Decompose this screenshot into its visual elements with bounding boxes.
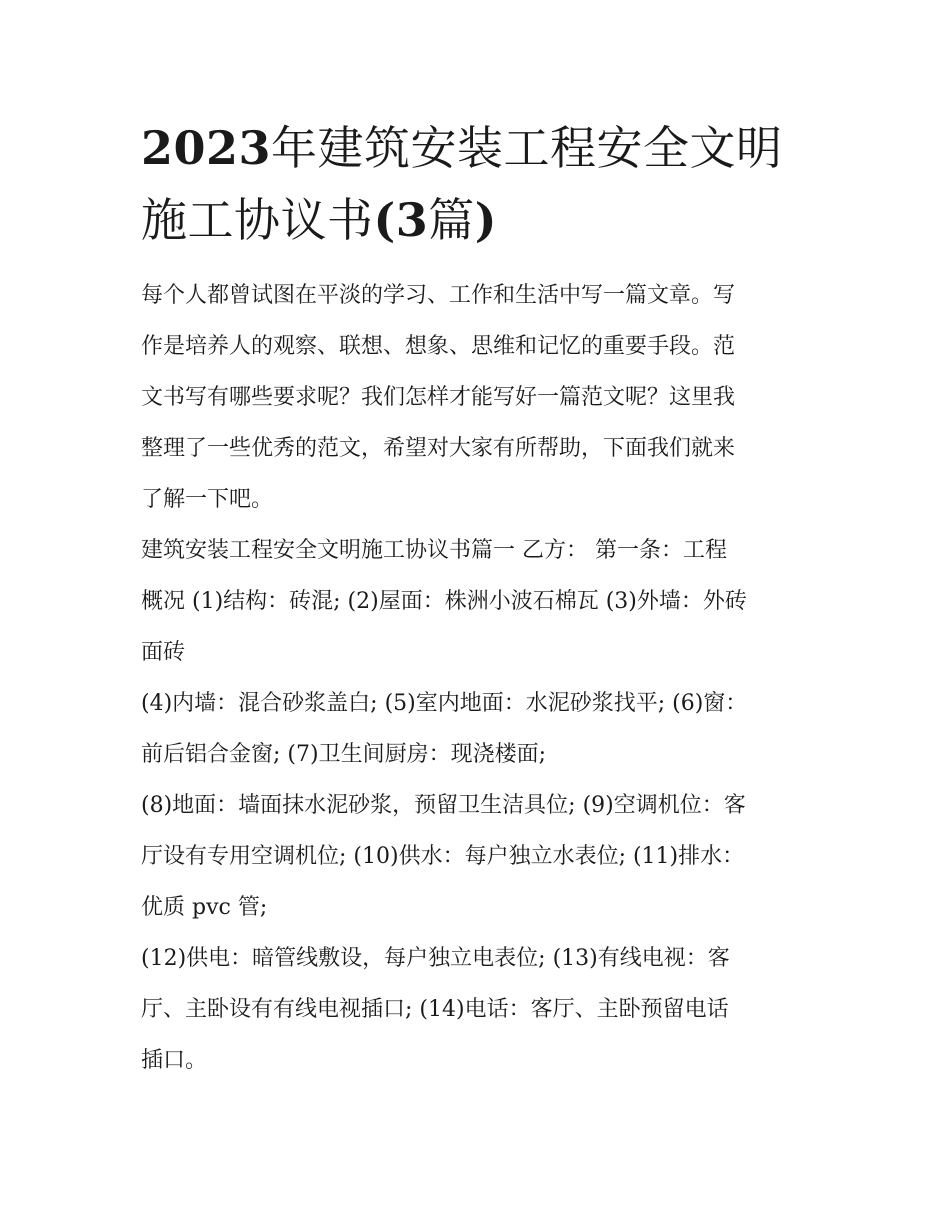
section-paragraph-3: (8)地面：墙面抹水泥砂浆，预留卫生洁具位; (9)空调机位：客 厅设有专用空调机位; (10)供水：每户独立水表位; (11)排水： 优质 pvc 管; bbox=[141, 793, 746, 920]
title-line-1: 2023年建筑安装工程安全文明 bbox=[141, 121, 783, 175]
section-paragraph-4: (12)供电：暗管线敷设，每户独立电表位; (13)有线电视：客 厅、主卧设有有线电视插口; (14)电话：客厅、主卧预留电话 插口。 bbox=[141, 946, 730, 1073]
document-title bbox=[141, 112, 813, 256]
section-paragraph-1: 建筑安装工程安全文明施工协议书篇一 乙方： 第一条：工程 概况 (1)结构：砖混; (2)屋面：株洲小波石棉瓦 (3)外墙：外砖 面砖 bbox=[141, 538, 747, 665]
title-line-2: 施工协议书(3篇) bbox=[141, 193, 498, 247]
document-body bbox=[141, 112, 813, 1086]
section-paragraph-2: (4)内墙：混合砂浆盖白; (5)室内地面：水泥砂浆找平; (6)窗： 前后铝合金窗; (7)卫生间厨房：现浇楼面; bbox=[141, 691, 748, 767]
intro-paragraph: 每个人都曾试图在平淡的学习、工作和生活中写一篇文章。写 作是培养人的观察、联想、想象、思维和记忆的重要手段。范 文书写有哪些要求呢？我们怎样才能写好一篇范文呢？这里我 整理了一些优秀的范文，希望对大家有所帮助，下面我们就来 了解一下吧。 bbox=[141, 283, 736, 512]
